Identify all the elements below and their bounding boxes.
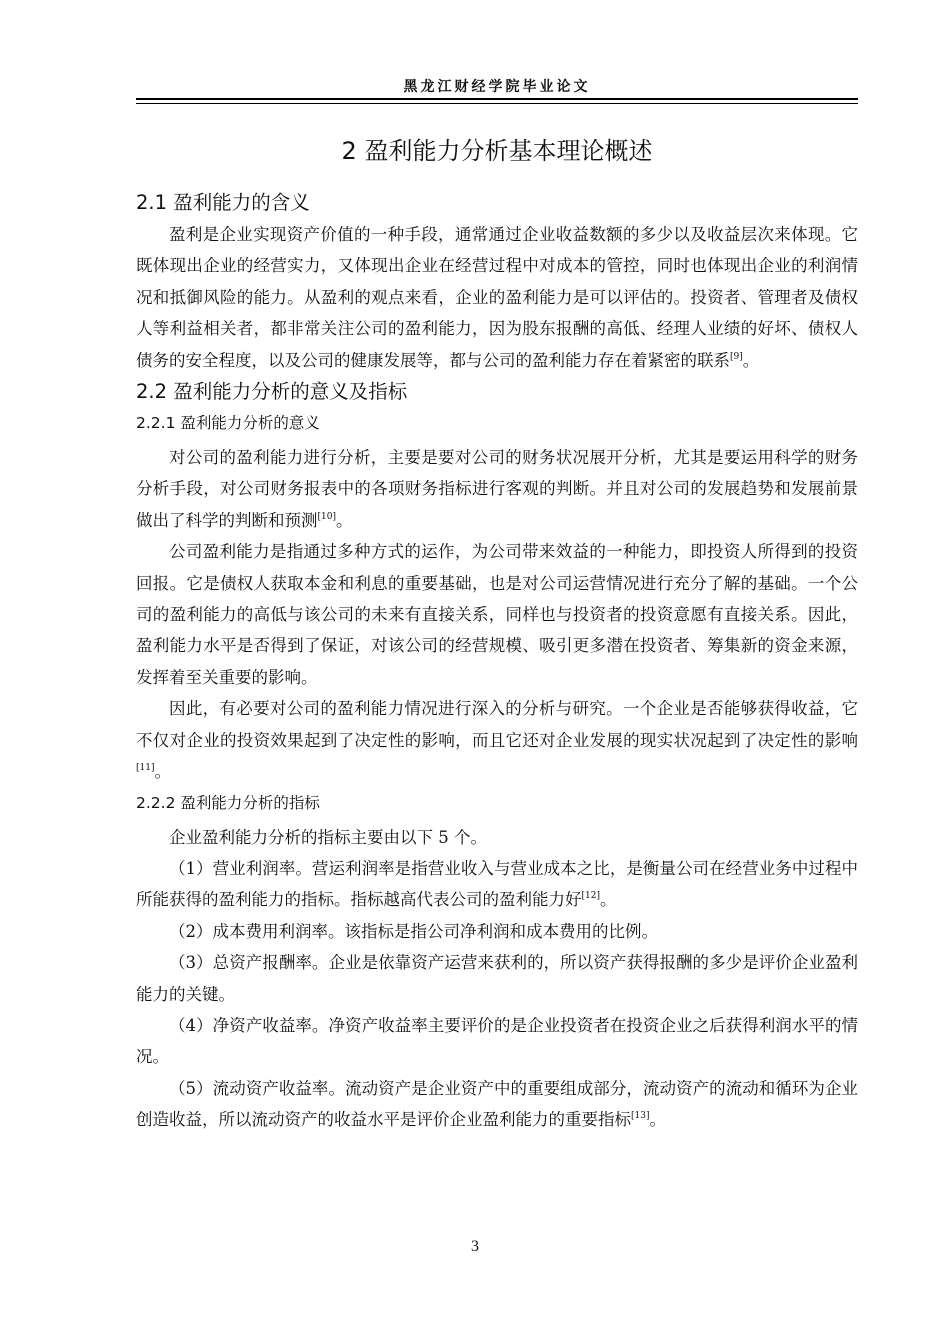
paragraph <box>136 219 858 376</box>
list-item <box>136 1073 858 1136</box>
citation: [9] <box>730 351 743 362</box>
punctuation: 。 <box>599 890 617 910</box>
list-item: （4）净资产收益率。净资产收益率主要评价的是企业投资者在投资企业之后获得利润水平的情况。 <box>136 1015 858 1067</box>
list-item-text: （5）流动资产收益率。流动资产是企业资产中的重要组成部分，流动资产的流动和循环为企业创造收益，所以流动资产的收益水平是评价企业盈利能力的重要指标 <box>136 1078 858 1130</box>
page-number: 3 <box>471 1238 479 1255</box>
section-heading-2-2: 2.2 盈利能力分析的意义及指标 <box>136 380 408 404</box>
punctuation: 。 <box>154 762 171 782</box>
chapter-title: 2 盈利能力分析基本理论概述 <box>341 137 653 165</box>
punctuation: 。 <box>742 350 760 370</box>
paragraph-text: 盈利是企业实现资产价值的一种手段，通常通过企业收益数额的多少以及收益层次来体现。它既体现出企业的经营实力，又体现出企业在经营过程中对成本的管控，同时也体现出企业的利润情况和抵御风险的能力。从盈利的观点来看，企业的盈利能力是可以评估的。投资者、管理者及债权人等利益相关者，都非常关注公司的盈利能力，因为股东报酬的高低、经理人业绩的好坏、债权人债务的安全程度，以及公司的健康发展等，都与公司的盈利能力存在着紧密的联系 <box>136 225 858 370</box>
paragraph: 公司盈利能力是指通过多种方式的运作，为公司带来效益的一种能力，即投资人所得到的投资回报。它是债权人获取本金和利息的重要基础，也是对公司运营情况进行充分了解的基础。一个公司的盈利能力的高低与该公司的未来有直接关系，同样也与投资者的投资意愿有直接关系。因此，盈利能力水平是否得到了保证，对该公司的经营规模、吸引更多潜在投资者、筹集新的资金来源，发挥着至关重要的影响。 <box>136 542 858 687</box>
citation: [10] <box>317 511 336 522</box>
header-rule-thick <box>136 98 858 100</box>
list-item: （2）成本费用利润率。该指标是指公司净利润和成本费用的比例。 <box>169 921 658 941</box>
subsection-heading-2-2-1: 2.2.1 盈利能力分析的意义 <box>136 414 320 433</box>
paragraph-text: 对公司的盈利能力进行分析，主要是要对公司的财务状况展开分析，尤其是要运用科学的财务分析手段，对公司财务报表中的各项财务指标进行客观的判断。并且对公司的发展趋势和发展前景做出了科学的判断和预测 <box>136 448 858 530</box>
header-rule-thin <box>136 103 858 104</box>
citation: [11] <box>136 763 155 774</box>
citation: [12] <box>581 891 600 902</box>
list-item-text: （1）营业利润率。营运利润率是指营业收入与营业成本之比，是衡量公司在经营业务中过程中所能获得的盈利能力的指标。指标越高代表公司的盈利能力好 <box>136 858 858 910</box>
list-item <box>136 853 858 916</box>
section-heading-2-1: 2.1 盈利能力的含义 <box>136 191 310 214</box>
paragraph-text: 因此，有必要对公司的盈利能力情况进行深入的分析与研究。一个企业是否能够获得收益，它不仅对企业的投资效果起到了决定性的影响，而且它还对企业发展的现实状况起到了决定性的影响 <box>136 699 858 750</box>
punctuation: 。 <box>649 1110 666 1130</box>
citation: [13] <box>631 1111 650 1122</box>
paragraph <box>136 693 858 787</box>
list-item: （3）总资产报酬率。企业是依靠资产运营来获利的，所以资产获得报酬的多少是评价企业盈利能力的关键。 <box>136 953 858 1004</box>
page-body <box>136 131 858 1136</box>
punctuation: 。 <box>335 510 353 530</box>
running-header: 黑龙江财经学院毕业论文 <box>403 79 591 95</box>
paragraph <box>136 442 858 536</box>
paragraph: 企业盈利能力分析的指标主要由以下 5 个。 <box>169 827 487 847</box>
subsection-heading-2-2-2: 2.2.2 盈利能力分析的指标 <box>136 793 320 812</box>
